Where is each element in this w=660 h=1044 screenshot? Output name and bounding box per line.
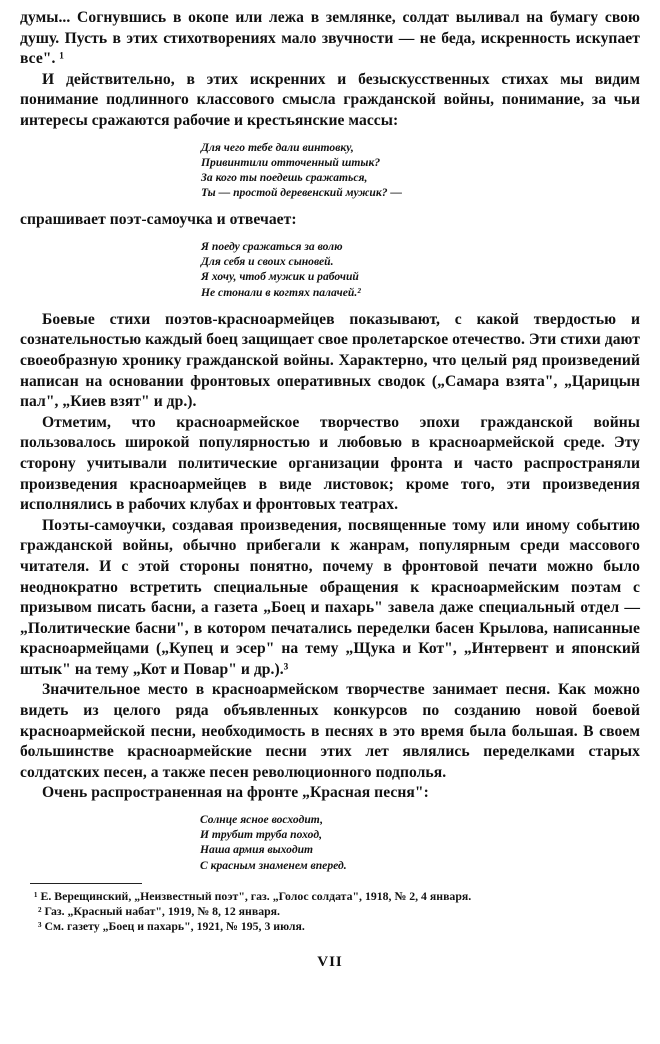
footnote-2: ² Газ. „Красный набат", 1919, № 8, 12 января. [38, 904, 281, 919]
paragraph-1: думы... Согнувшись в окопе или лежа в землянке, солдат выливал на бумагу свою душу. Пусть в этих стихотворениях мало звучности — не беда, искренность искупает все". ¹ [20, 9, 640, 68]
paragraph-4: Боевые стихи поэтов-красноармейцев показывают, с какой твердостью и сознательностью каждый боец защищает свое пролетарское отечество. Эти стихи дают своеобразную хронику гражданской войны. Характерно, что целый ряд произведений написан на основании фронтовых оперативных сводок („Самара взята", „Царицын пал", „Киев взят" и др.). [20, 310, 641, 411]
page-number: VII [317, 954, 343, 971]
verse-block-3 [20, 812, 640, 873]
footnote-3: ³ См. газету „Боец и пахарь", 1921, № 195, 3 июля. [38, 919, 305, 934]
verse-line: Наша армия выходит [200, 843, 314, 857]
verse-line: Солнце ясное восходит, [200, 813, 323, 827]
paragraph-6: Поэты-самоучки, создавая произведения, посвященные тому или иному событию гражданской войны, обычно прибегали к жанрам, популярным среди массового читателя. И с этой стороны понятно, почему в фронтовой печати можно было неоднократно встретить специальные обращения к красноармейским поэтам с призывом писать басни, а газета „Боец и пахарь" завела даже специальный отдел — „Политические басни", в котором печатались переделки басен Крылова, написанные красноармейцами („Купец и эсер" на тему „Щука и Кот", „Интервент и японский штык" на тему „Кот и Повар" и др.).³ [20, 516, 640, 678]
verse-block-2 [20, 239, 640, 300]
verse-line: Я поеду сражаться за волю [201, 239, 343, 253]
paragraph-3: спрашивает поэт-самоучка и отвечает: [20, 211, 297, 229]
verse-line: За кого ты поедешь сражаться, [201, 170, 368, 184]
footnote-1: ¹ Е. Верещинский, „Неизвестный поэт", газ. „Голос солдата", 1918, № 2, 4 января. [34, 888, 472, 903]
verse-line: Не стонали в когтях палачей.² [201, 285, 361, 299]
verse-line: И трубит труба поход, [200, 828, 322, 842]
verse-line: Я хочу, чтоб мужик и рабочий [201, 270, 359, 284]
paragraph-2: И действительно, в этих искренних и безыскусственных стихах мы видим понимание подлинного классового смысла гражданской войны, понимание, за чьи интересы сражаются рабочие и крестьянские массы: [20, 70, 640, 129]
paragraph-7: Значительное место в красноармейском творчестве занимает песня. Как можно видеть из целого ряда объявленных конкурсов по созданию новой боевой красноармейской песни, необходимость в песнях в это время была большая. В своем большинстве красноармейские песни этих лет являлись переделками старых солдатских песен, а также песен революционного подполья. [20, 681, 640, 781]
verse-block-1 [20, 140, 640, 201]
paragraph-8: Очень распространенная на фронте „Красная песня": [42, 784, 429, 802]
paragraph-5: Отметим, что красноармейское творчество эпохи гражданской войны пользовалось широкой популярностью и любовью в красноармейской среде. Эту сторону учитывали политические организации фронта и часто распространяли произведения красноармейцев в виде листовок; кроме того, эти произведения исполнялись в рабочих клубах и фронтовых театрах. [20, 413, 640, 514]
verse-line: Ты — простой деревенский мужик? — [201, 186, 403, 200]
verse-line: Для чего тебе дали винтовку, [201, 140, 354, 154]
footnote-divider [30, 883, 142, 884]
verse-line: Для себя и своих сыновей. [201, 255, 334, 269]
verse-line: Привинтили отточенный штык? [201, 155, 381, 169]
verse-line: С красным знаменем вперед. [200, 858, 347, 872]
document-page [20, 8, 640, 971]
